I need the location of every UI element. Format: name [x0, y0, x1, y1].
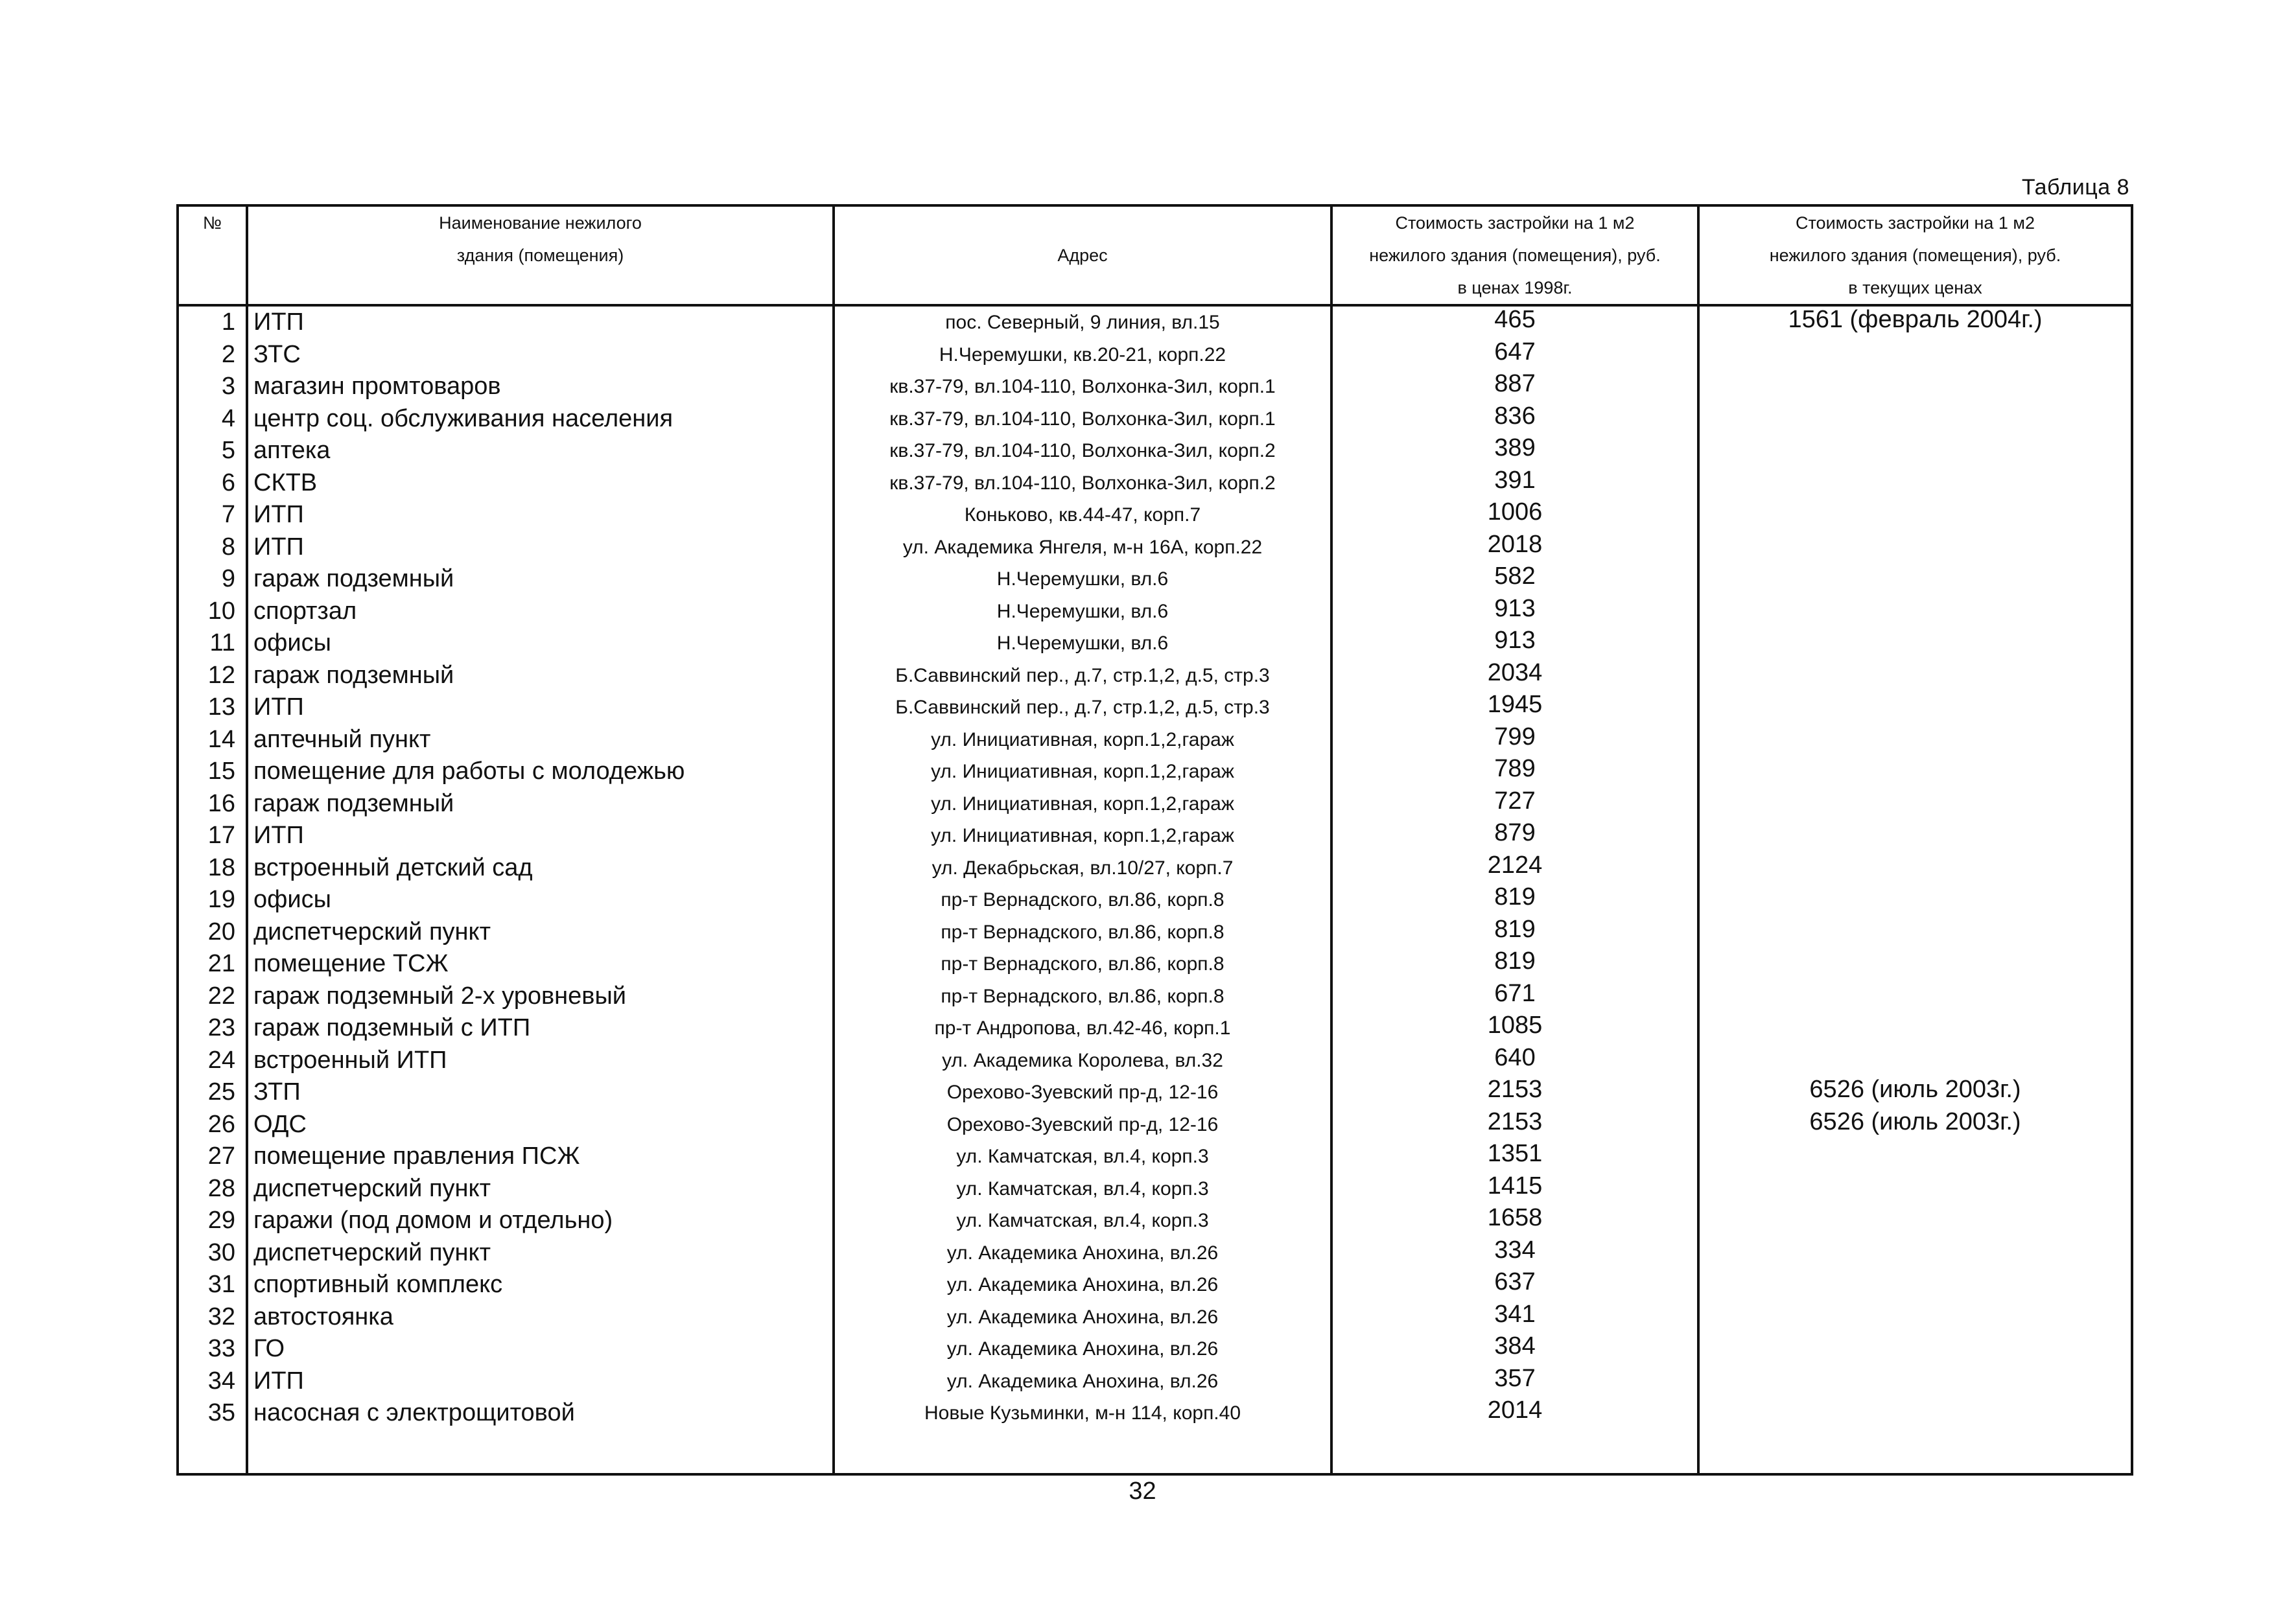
- table-row: [178, 756, 2132, 788]
- row-address: кв.37-79, вл.104-110, Волхонка-Зил, корп.2: [834, 435, 1331, 467]
- row-address: ул. Академика Анохина, вл.26: [834, 1269, 1331, 1301]
- row-address: ул. Камчатская, вл.4, корп.3: [834, 1173, 1331, 1205]
- row-name: спортзал: [247, 596, 834, 628]
- table-row: [178, 499, 2132, 531]
- row-number: 23: [178, 1012, 247, 1045]
- row-cost-current: [1698, 820, 2132, 852]
- row-cost-current: [1698, 371, 2132, 403]
- row-cost-current: [1698, 916, 2132, 949]
- row-cost-current: [1698, 884, 2132, 916]
- row-address: ул. Академика Анохина, вл.26: [834, 1365, 1331, 1398]
- row-name: спортивный комплекс: [247, 1269, 834, 1301]
- row-name: магазин промтоваров: [247, 371, 834, 403]
- row-name: гараж подземный: [247, 788, 834, 820]
- table-row: [178, 305, 2132, 339]
- table-row: [178, 1076, 2132, 1109]
- table-row: [178, 980, 2132, 1013]
- table-row: [178, 788, 2132, 820]
- table-row: [178, 531, 2132, 564]
- row-address: Орехово-Зуевский пр-д, 12-16: [834, 1109, 1331, 1141]
- row-cost-1998: 727: [1331, 788, 1698, 820]
- row-name: ИТП: [247, 820, 834, 852]
- row-cost-1998: 2014: [1331, 1397, 1698, 1430]
- table-row: [178, 627, 2132, 660]
- row-cost-1998: 647: [1331, 339, 1698, 371]
- row-number: 16: [178, 788, 247, 820]
- row-address: пр-т Вернадского, вл.86, корп.8: [834, 980, 1331, 1013]
- row-cost-1998: 879: [1331, 820, 1698, 852]
- row-cost-1998: 671: [1331, 980, 1698, 1013]
- row-cost-1998: 913: [1331, 596, 1698, 628]
- table-row: [178, 1269, 2132, 1301]
- row-cost-1998: 389: [1331, 435, 1698, 467]
- table-row: [178, 1012, 2132, 1045]
- row-number: 32: [178, 1301, 247, 1334]
- row-cost-current: [1698, 948, 2132, 980]
- row-name: диспетчерский пункт: [247, 1173, 834, 1205]
- row-cost-current: [1698, 339, 2132, 371]
- row-name: ИТП: [247, 691, 834, 724]
- row-name: ЗТС: [247, 339, 834, 371]
- row-cost-current: [1698, 980, 2132, 1013]
- table-row: [178, 563, 2132, 596]
- row-name: аптека: [247, 435, 834, 467]
- table-row: [178, 403, 2132, 435]
- row-cost-1998: 2153: [1331, 1109, 1698, 1141]
- row-number: 5: [178, 435, 247, 467]
- table-row: [178, 1301, 2132, 1334]
- row-cost-1998: 887: [1331, 371, 1698, 403]
- row-name: аптечный пункт: [247, 724, 834, 756]
- row-number: 30: [178, 1237, 247, 1270]
- row-number: 1: [178, 305, 247, 339]
- row-number: 3: [178, 371, 247, 403]
- row-address: пр-т Вернадского, вл.86, корп.8: [834, 884, 1331, 916]
- row-address: Б.Саввинский пер., д.7, стр.1,2, д.5, стр.3: [834, 691, 1331, 724]
- table-row: [178, 852, 2132, 885]
- row-name: встроенный ИТП: [247, 1045, 834, 1077]
- row-cost-current: [1698, 1269, 2132, 1301]
- row-cost-current: [1698, 403, 2132, 435]
- row-number: 14: [178, 724, 247, 756]
- row-address: ул. Академика Янгеля, м-н 16А, корп.22: [834, 531, 1331, 564]
- header-address: Адрес: [834, 205, 1331, 305]
- table-row: [178, 1333, 2132, 1365]
- row-number: 25: [178, 1076, 247, 1109]
- row-cost-1998: 341: [1331, 1301, 1698, 1334]
- row-number: 26: [178, 1109, 247, 1141]
- table-row: [178, 884, 2132, 916]
- row-cost-1998: 1085: [1331, 1012, 1698, 1045]
- table-row: [178, 1397, 2132, 1430]
- table-header: [178, 205, 2132, 305]
- row-number: 15: [178, 756, 247, 788]
- row-address: ул. Камчатская, вл.4, корп.3: [834, 1141, 1331, 1173]
- row-cost-current: [1698, 1301, 2132, 1334]
- row-cost-1998: 2153: [1331, 1076, 1698, 1109]
- row-name: диспетчерский пункт: [247, 916, 834, 949]
- row-address: ул. Инициативная, корп.1,2,гараж: [834, 724, 1331, 756]
- row-number: 8: [178, 531, 247, 564]
- table-row: [178, 948, 2132, 980]
- row-name: офисы: [247, 884, 834, 916]
- row-cost-current: [1698, 852, 2132, 885]
- row-cost-1998: 637: [1331, 1269, 1698, 1301]
- table-row: [178, 371, 2132, 403]
- filler-cell: [247, 1430, 834, 1475]
- row-number: 24: [178, 1045, 247, 1077]
- row-name: СКТВ: [247, 467, 834, 500]
- row-cost-current: [1698, 788, 2132, 820]
- row-name: насосная с электрощитовой: [247, 1397, 834, 1430]
- row-name: ИТП: [247, 499, 834, 531]
- row-name: ОДС: [247, 1109, 834, 1141]
- row-number: 33: [178, 1333, 247, 1365]
- row-cost-1998: 640: [1331, 1045, 1698, 1077]
- row-cost-1998: 913: [1331, 627, 1698, 660]
- table-row: [178, 467, 2132, 500]
- row-cost-1998: 819: [1331, 884, 1698, 916]
- row-name: ГО: [247, 1333, 834, 1365]
- row-cost-current: [1698, 756, 2132, 788]
- row-number: 35: [178, 1397, 247, 1430]
- row-number: 34: [178, 1365, 247, 1398]
- row-cost-1998: 789: [1331, 756, 1698, 788]
- row-number: 28: [178, 1173, 247, 1205]
- row-cost-1998: 819: [1331, 916, 1698, 949]
- row-cost-current: [1698, 531, 2132, 564]
- table-row: [178, 1045, 2132, 1077]
- header-name: Наименование нежилого здания (помещения): [247, 205, 834, 305]
- filler-cell: [1698, 1430, 2132, 1475]
- row-address: ул. Инициативная, корп.1,2,гараж: [834, 756, 1331, 788]
- row-cost-current: [1698, 596, 2132, 628]
- row-name: диспетчерский пункт: [247, 1237, 834, 1270]
- row-address: Орехово-Зуевский пр-д, 12-16: [834, 1076, 1331, 1109]
- row-name: ИТП: [247, 1365, 834, 1398]
- row-address: ул. Академика Анохина, вл.26: [834, 1237, 1331, 1270]
- row-address: ул. Инициативная, корп.1,2,гараж: [834, 788, 1331, 820]
- table-row: [178, 339, 2132, 371]
- row-cost-1998: 582: [1331, 563, 1698, 596]
- row-cost-current: 6526 (июль 2003г.): [1698, 1076, 2132, 1109]
- row-cost-current: [1698, 691, 2132, 724]
- row-cost-1998: 334: [1331, 1237, 1698, 1270]
- row-name: офисы: [247, 627, 834, 660]
- row-address: Н.Черемушки, вл.6: [834, 627, 1331, 660]
- row-cost-current: 6526 (июль 2003г.): [1698, 1109, 2132, 1141]
- table-row: [178, 691, 2132, 724]
- table-row: [178, 1205, 2132, 1237]
- row-number: 13: [178, 691, 247, 724]
- row-name: гараж подземный с ИТП: [247, 1012, 834, 1045]
- table-body: [178, 305, 2132, 1474]
- table-row: [178, 435, 2132, 467]
- row-name: ИТП: [247, 531, 834, 564]
- row-cost-1998: 2124: [1331, 852, 1698, 885]
- row-address: Новые Кузьминки, м-н 114, корп.40: [834, 1397, 1331, 1430]
- row-name: ИТП: [247, 305, 834, 339]
- row-cost-1998: 1658: [1331, 1205, 1698, 1237]
- table-row: [178, 724, 2132, 756]
- row-number: 4: [178, 403, 247, 435]
- row-name: встроенный детский сад: [247, 852, 834, 885]
- row-cost-current: [1698, 1205, 2132, 1237]
- row-cost-current: [1698, 1397, 2132, 1430]
- row-cost-current: [1698, 1333, 2132, 1365]
- row-address: пр-т Вернадского, вл.86, корп.8: [834, 916, 1331, 949]
- row-address: Н.Черемушки, кв.20-21, корп.22: [834, 339, 1331, 371]
- table-row: [178, 1365, 2132, 1398]
- row-number: 7: [178, 499, 247, 531]
- row-name: автостоянка: [247, 1301, 834, 1334]
- row-cost-1998: 1945: [1331, 691, 1698, 724]
- table-caption: Таблица 8: [2021, 175, 2129, 200]
- row-name: гараж подземный: [247, 660, 834, 692]
- row-address: ул. Академика Анохина, вл.26: [834, 1301, 1331, 1334]
- row-cost-current: [1698, 499, 2132, 531]
- row-number: 31: [178, 1269, 247, 1301]
- row-number: 10: [178, 596, 247, 628]
- row-number: 2: [178, 339, 247, 371]
- row-number: 27: [178, 1141, 247, 1173]
- row-cost-current: 1561 (февраль 2004г.): [1698, 305, 2132, 339]
- header-number: №: [178, 205, 247, 305]
- row-name: гаражи (под домом и отдельно): [247, 1205, 834, 1237]
- row-cost-current: [1698, 1173, 2132, 1205]
- row-name: ЗТП: [247, 1076, 834, 1109]
- row-cost-1998: 1006: [1331, 499, 1698, 531]
- row-cost-current: [1698, 1141, 2132, 1173]
- row-cost-current: [1698, 1365, 2132, 1398]
- filler-cell: [1331, 1430, 1698, 1475]
- row-number: 29: [178, 1205, 247, 1237]
- row-number: 19: [178, 884, 247, 916]
- row-address: ул. Камчатская, вл.4, корп.3: [834, 1205, 1331, 1237]
- row-name: центр соц. обслуживания населения: [247, 403, 834, 435]
- row-cost-1998: 836: [1331, 403, 1698, 435]
- row-number: 12: [178, 660, 247, 692]
- row-cost-1998: 2034: [1331, 660, 1698, 692]
- table-filler-row: [178, 1430, 2132, 1475]
- row-cost-1998: 384: [1331, 1333, 1698, 1365]
- row-cost-current: [1698, 1012, 2132, 1045]
- header-cost-current: Стоимость застройки на 1 м2 нежилого здания (помещения), руб. в текущих ценах: [1698, 205, 2132, 305]
- row-cost-1998: 2018: [1331, 531, 1698, 564]
- filler-cell: [178, 1430, 247, 1475]
- row-number: 21: [178, 948, 247, 980]
- row-cost-current: [1698, 1237, 2132, 1270]
- row-number: 22: [178, 980, 247, 1013]
- row-cost-current: [1698, 627, 2132, 660]
- table-row: [178, 916, 2132, 949]
- filler-cell: [834, 1430, 1331, 1475]
- row-name: помещение ТСЖ: [247, 948, 834, 980]
- row-address: Н.Черемушки, вл.6: [834, 563, 1331, 596]
- row-name: помещение для работы с молодежью: [247, 756, 834, 788]
- row-address: пр-т Андропова, вл.42-46, корп.1: [834, 1012, 1331, 1045]
- row-cost-1998: 357: [1331, 1365, 1698, 1398]
- row-cost-1998: 1351: [1331, 1141, 1698, 1173]
- table-row: [178, 660, 2132, 692]
- row-address: ул. Декабрьская, вл.10/27, корп.7: [834, 852, 1331, 885]
- row-address: кв.37-79, вл.104-110, Волхонка-Зил, корп.1: [834, 371, 1331, 403]
- row-name: гараж подземный 2-х уровневый: [247, 980, 834, 1013]
- table-row: [178, 1109, 2132, 1141]
- table-row: [178, 1237, 2132, 1270]
- header-cost-1998: Стоимость застройки на 1 м2 нежилого здания (помещения), руб. в ценах 1998г.: [1331, 205, 1698, 305]
- row-cost-1998: 465: [1331, 305, 1698, 339]
- row-address: пос. Северный, 9 линия, вл.15: [834, 305, 1331, 339]
- row-cost-1998: 819: [1331, 948, 1698, 980]
- row-cost-current: [1698, 467, 2132, 500]
- row-address: Коньково, кв.44-47, корп.7: [834, 499, 1331, 531]
- row-address: ул. Инициативная, корп.1,2,гараж: [834, 820, 1331, 852]
- row-cost-current: [1698, 660, 2132, 692]
- row-address: Н.Черемушки, вл.6: [834, 596, 1331, 628]
- row-number: 20: [178, 916, 247, 949]
- row-number: 17: [178, 820, 247, 852]
- table-row: [178, 820, 2132, 852]
- table-row: [178, 1141, 2132, 1173]
- row-number: 6: [178, 467, 247, 500]
- table-row: [178, 1173, 2132, 1205]
- row-cost-1998: 1415: [1331, 1173, 1698, 1205]
- cost-table: [176, 204, 2133, 1476]
- page-number: 32: [1129, 1478, 1156, 1505]
- row-number: 11: [178, 627, 247, 660]
- row-number: 9: [178, 563, 247, 596]
- row-address: ул. Академика Королева, вл.32: [834, 1045, 1331, 1077]
- row-number: 18: [178, 852, 247, 885]
- row-cost-current: [1698, 563, 2132, 596]
- row-cost-1998: 391: [1331, 467, 1698, 500]
- row-cost-current: [1698, 1045, 2132, 1077]
- row-cost-current: [1698, 724, 2132, 756]
- row-address: ул. Академика Анохина, вл.26: [834, 1333, 1331, 1365]
- row-name: помещение правления ПСЖ: [247, 1141, 834, 1173]
- row-address: Б.Саввинский пер., д.7, стр.1,2, д.5, стр.3: [834, 660, 1331, 692]
- row-cost-current: [1698, 435, 2132, 467]
- row-address: кв.37-79, вл.104-110, Волхонка-Зил, корп.2: [834, 467, 1331, 500]
- row-cost-1998: 799: [1331, 724, 1698, 756]
- row-name: гараж подземный: [247, 563, 834, 596]
- row-address: кв.37-79, вл.104-110, Волхонка-Зил, корп.1: [834, 403, 1331, 435]
- row-address: пр-т Вернадского, вл.86, корп.8: [834, 948, 1331, 980]
- table-row: [178, 596, 2132, 628]
